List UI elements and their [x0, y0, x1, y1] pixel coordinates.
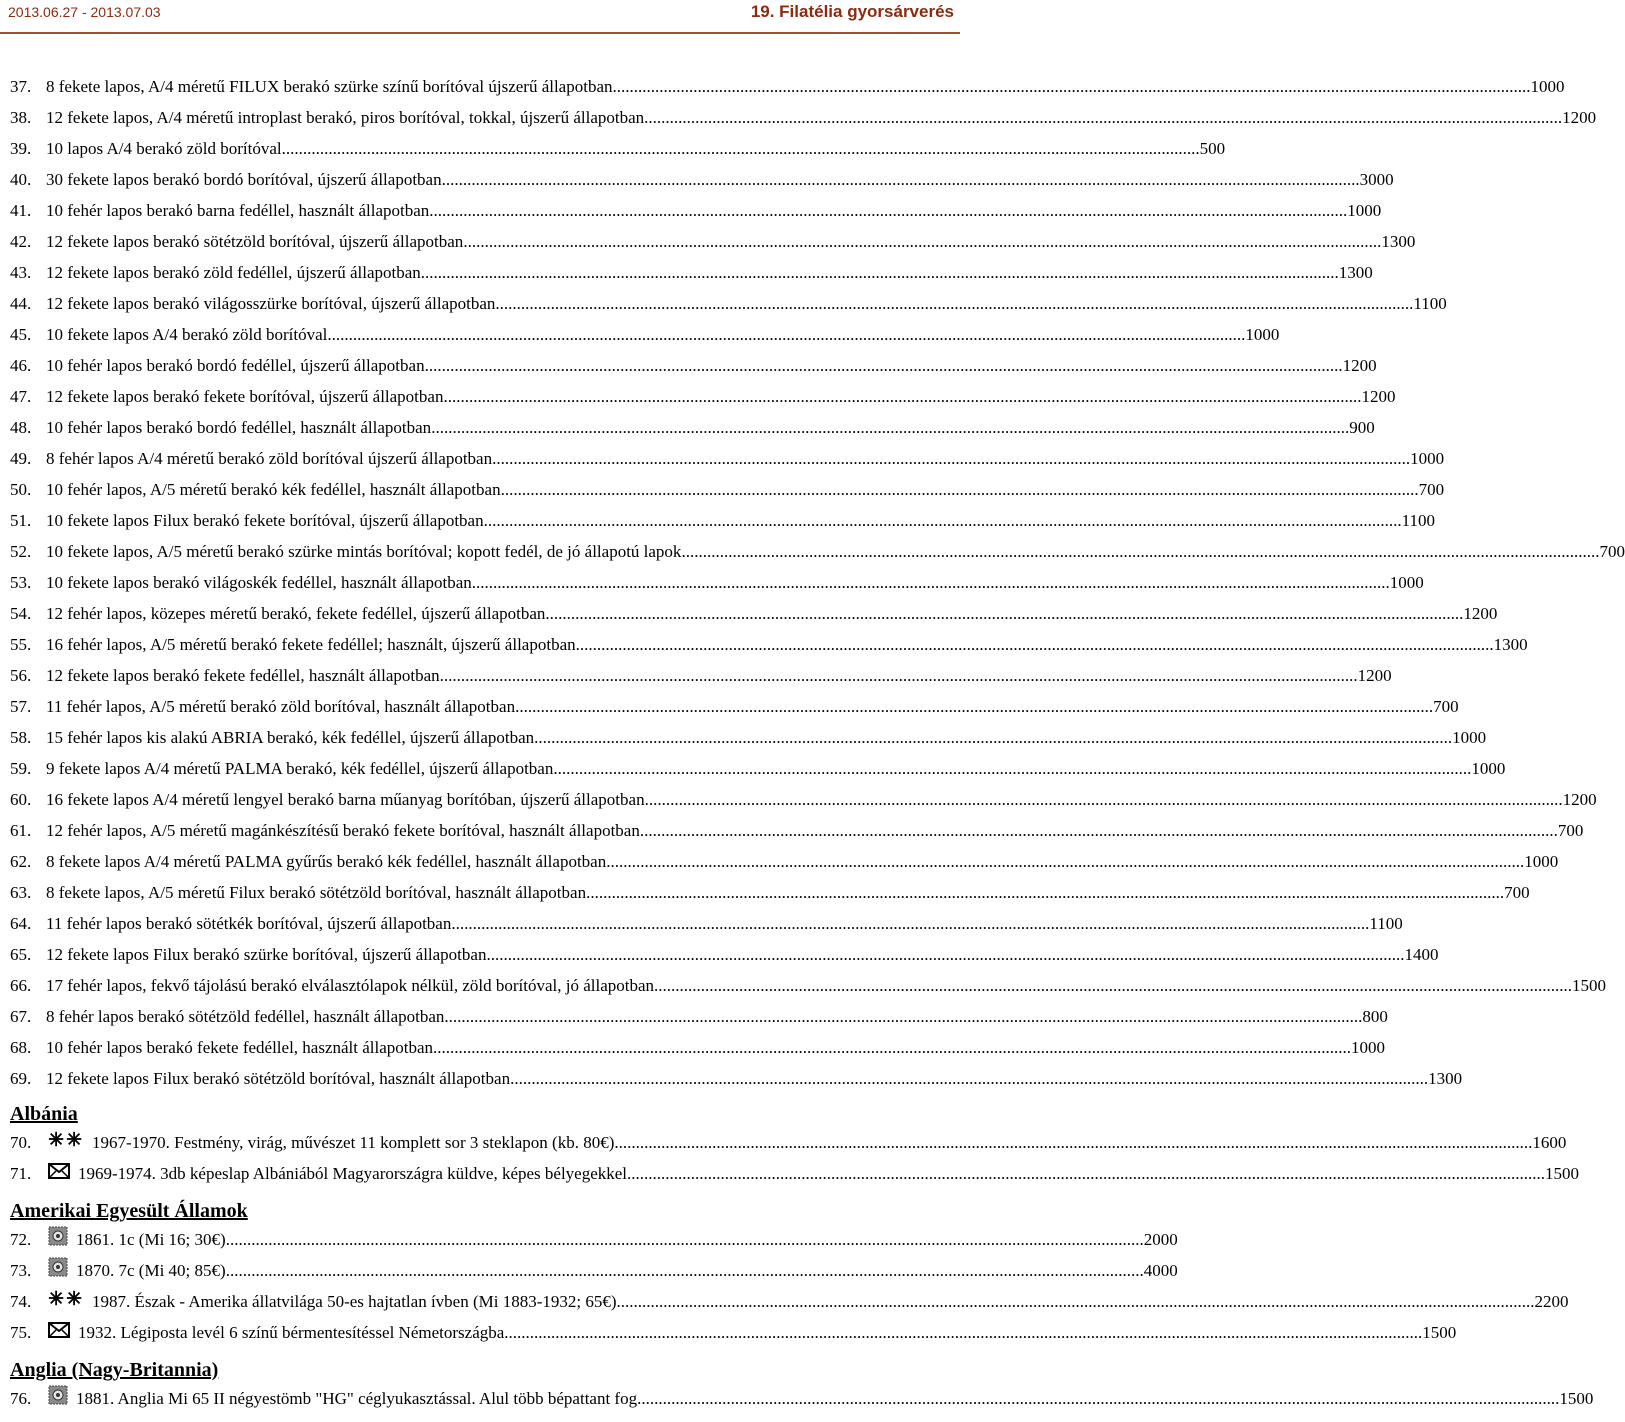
dot-leader	[463, 228, 1381, 256]
lot-number: 38.	[10, 108, 32, 127]
lot-line	[46, 910, 1403, 938]
lot-number: 43.	[10, 263, 32, 282]
lot-line	[46, 569, 1424, 597]
lot-number: 71.	[10, 1164, 32, 1183]
lot-line	[46, 228, 1416, 256]
lot-number: 42.	[10, 232, 32, 251]
lot-price: 1000	[1351, 1038, 1386, 1057]
lot-description: 12 fekete lapos berakó sötétzöld borítóval, újszerű állapotban	[46, 232, 464, 251]
lot-line	[46, 1003, 1388, 1031]
mint-stars-icon	[48, 1288, 84, 1306]
envelope-icon	[48, 1160, 70, 1178]
dot-leader	[327, 321, 1245, 349]
auction-dates: 2013.06.27 - 2013.07.03	[8, 4, 161, 20]
lot-description: 1932. Légiposta levél 6 színű bérmentesítéssel Németországba	[78, 1323, 505, 1342]
lot-price: 1000	[1410, 449, 1445, 468]
lot-description: 8 fehér lapos berakó sötétzöld fedéllel, használt állapotban	[46, 1007, 445, 1026]
lot-price: 1100	[1401, 511, 1435, 530]
lot-number: 46.	[10, 356, 32, 375]
lot-price: 1300	[1428, 1069, 1463, 1088]
lot-line	[46, 1257, 1178, 1285]
lot-line	[46, 786, 1597, 814]
lot-number: 76.	[10, 1389, 32, 1408]
lot-line	[46, 662, 1392, 690]
lot-number: 53.	[10, 573, 32, 592]
list-item	[10, 228, 1416, 256]
list-item	[10, 259, 1373, 287]
lot-number: 62.	[10, 852, 32, 871]
lot-description: 10 fehér lapos berakó barna fedéllel, használt állapotban	[46, 201, 430, 220]
lot-description: 16 fehér lapos, A/5 méretű berakó fekete fedéllel; használt, újszerű állapotban	[46, 635, 576, 654]
dot-leader	[576, 631, 1494, 659]
lot-price: 1000	[1389, 573, 1424, 592]
mint-stars-icon	[48, 1129, 84, 1147]
lot-price: 1300	[1493, 635, 1528, 654]
list-item	[10, 166, 1394, 194]
dot-leader	[606, 848, 1524, 876]
lot-description: 1861. 1c (Mi 16; 30€)	[76, 1230, 226, 1249]
lot-description: 1987. Észak - Amerika állatvilága 50-es hajtatlan ívben (Mi 1883-1932; 65€)	[92, 1292, 617, 1311]
lot-description: 12 fehér lapos, közepes méretű berakó, fekete fedéllel, újszerű állapotban	[46, 604, 546, 623]
list-item	[10, 910, 1403, 938]
lot-number: 39.	[10, 139, 32, 158]
list-item	[10, 755, 1506, 783]
dot-leader	[654, 972, 1572, 1000]
list-item	[10, 1003, 1388, 1031]
lot-line	[46, 290, 1447, 318]
list-item	[10, 1319, 1457, 1347]
lot-line	[46, 1385, 1594, 1413]
lot-price: 1300	[1381, 232, 1416, 251]
dot-leader	[429, 197, 1347, 225]
lot-line	[46, 352, 1377, 380]
lot-price: 700	[1599, 542, 1625, 561]
list-item	[10, 662, 1392, 690]
envelope-icon	[48, 1319, 70, 1337]
used-stamp-icon	[48, 1257, 68, 1275]
lot-description: 1969-1974. 3db képeslap Albániából Magyarországra küldve, képes bélyegekkel	[78, 1164, 628, 1183]
lot-line	[46, 1160, 1580, 1188]
lot-line	[46, 383, 1396, 411]
lot-description: 12 fehér lapos, A/5 méretű magánkészítésű berakó fekete borítóval, használt állapotban	[46, 821, 640, 840]
lot-line	[46, 941, 1439, 969]
lot-price: 1000	[1452, 728, 1487, 747]
list-item	[10, 1288, 1569, 1316]
lot-price: 4000	[1143, 1261, 1178, 1280]
lot-price: 1200	[1562, 790, 1597, 809]
lot-price: 1600	[1532, 1133, 1567, 1152]
lot-description: 10 fekete lapos berakó világoskék fedéllel, használt állapotban	[46, 573, 472, 592]
list-item	[10, 600, 1498, 628]
lot-price: 3000	[1359, 170, 1394, 189]
dot-leader	[495, 290, 1413, 318]
list-item	[10, 1034, 1386, 1062]
lot-price: 1200	[1357, 666, 1392, 685]
lot-description: 10 fekete lapos Filux berakó fekete borítóval, újszerű állapotban	[46, 511, 484, 530]
lot-line	[46, 104, 1597, 132]
list-item	[10, 1065, 1463, 1093]
list-item	[10, 848, 1559, 876]
list-item	[10, 1385, 1594, 1413]
lot-price: 1200	[1361, 387, 1396, 406]
dot-leader	[451, 910, 1369, 938]
lot-number: 61.	[10, 821, 32, 840]
list-item	[10, 476, 1445, 504]
lot-price: 2000	[1143, 1230, 1178, 1249]
lot-number: 40.	[10, 170, 32, 189]
list-item	[10, 786, 1597, 814]
lot-price: 1000	[1347, 201, 1382, 220]
dot-leader	[443, 383, 1361, 411]
lot-description: 10 lapos A/4 berakó zöld borítóval	[46, 139, 282, 158]
lot-number: 72.	[10, 1230, 32, 1249]
lot-number: 52.	[10, 542, 32, 561]
header-divider	[0, 32, 960, 34]
dot-leader	[226, 1257, 1144, 1285]
dot-leader	[640, 817, 1558, 845]
dot-leader	[681, 538, 1599, 566]
lot-number: 48.	[10, 418, 32, 437]
lot-line	[46, 600, 1498, 628]
dot-leader	[504, 1319, 1422, 1347]
lot-description: 10 fekete lapos A/4 berakó zöld borítóval	[46, 325, 328, 344]
lot-price: 1500	[1572, 976, 1607, 995]
list-item	[10, 879, 1530, 907]
section-heading: Albánia	[10, 1103, 78, 1125]
lot-price: 1300	[1338, 263, 1373, 282]
lot-price: 1000	[1524, 852, 1559, 871]
dot-leader	[586, 879, 1504, 907]
dot-leader	[425, 352, 1343, 380]
lot-number: 63.	[10, 883, 32, 902]
dot-leader	[613, 73, 1531, 101]
lot-description: 11 fehér lapos berakó sötétkék borítóval, újszerű állapotban	[46, 914, 452, 933]
dot-leader	[472, 569, 1390, 597]
list-item	[10, 817, 1584, 845]
lot-number: 70.	[10, 1133, 32, 1152]
list-item	[10, 414, 1375, 442]
lot-description: 10 fehér lapos berakó bordó fedéllel, újszerű állapotban	[46, 356, 425, 375]
lot-price: 500	[1199, 139, 1226, 158]
lot-line	[46, 166, 1394, 194]
list-item	[10, 631, 1528, 659]
dot-leader	[501, 476, 1419, 504]
lot-number: 60.	[10, 790, 32, 809]
dot-leader	[614, 1129, 1532, 1157]
dot-leader	[444, 1003, 1362, 1031]
list-item	[10, 941, 1439, 969]
lot-line	[46, 972, 1607, 1000]
lot-number: 64.	[10, 914, 32, 933]
lot-price: 700	[1433, 697, 1459, 716]
lot-number: 57.	[10, 697, 32, 716]
list-item	[10, 197, 1382, 225]
list-item	[10, 1257, 1178, 1285]
lot-number: 49.	[10, 449, 32, 468]
list-item	[10, 1129, 1567, 1157]
list-item	[10, 972, 1607, 1000]
lot-description: 15 fehér lapos kis alakú ABRIA berakó, kék fedéllel, újszerű állapotban	[46, 728, 535, 747]
lot-price: 1500	[1422, 1323, 1457, 1342]
dot-leader	[442, 166, 1360, 194]
list-item	[10, 135, 1226, 163]
lot-line	[46, 507, 1435, 535]
dot-leader	[553, 755, 1471, 783]
lot-description: 10 fehér lapos berakó fekete fedéllel, használt állapotban	[46, 1038, 434, 1057]
lot-price: 1100	[1369, 914, 1403, 933]
lot-number: 73.	[10, 1261, 32, 1280]
list-item	[10, 104, 1597, 132]
lot-description: 12 fekete lapos berakó zöld fedéllel, újszerű állapotban	[46, 263, 421, 282]
lot-description: 10 fehér lapos, A/5 méretű berakó kék fedéllel, használt állapotban	[46, 480, 501, 499]
lot-line	[46, 321, 1280, 349]
list-item	[10, 724, 1487, 752]
lot-line	[46, 817, 1584, 845]
lot-number: 58.	[10, 728, 32, 747]
list-item	[10, 507, 1435, 535]
lot-price: 1000	[1245, 325, 1280, 344]
dot-leader	[421, 259, 1339, 287]
lot-line	[46, 1065, 1463, 1093]
lot-line	[46, 724, 1487, 752]
lot-price: 1400	[1404, 945, 1439, 964]
lot-description: 12 fekete lapos, A/4 méretű introplast berakó, piros borítóval, tokkal, újszerű állapotban	[46, 108, 645, 127]
lot-number: 66.	[10, 976, 32, 995]
lot-description: 12 fekete lapos berakó világosszürke borítóval, újszerű állapotban	[46, 294, 496, 313]
lot-number: 41.	[10, 201, 32, 220]
lot-price: 1500	[1559, 1389, 1594, 1408]
lot-line	[46, 631, 1528, 659]
lot-price: 800	[1362, 1007, 1388, 1026]
lot-line	[46, 414, 1375, 442]
lot-description: 1881. Anglia Mi 65 II négyestömb "HG" céglyukasztással. Alul több bépattant fog.	[76, 1389, 642, 1408]
dot-leader	[484, 507, 1402, 535]
dot-leader	[433, 1034, 1351, 1062]
dot-leader	[645, 786, 1563, 814]
lot-description: 12 fekete lapos berakó fekete fedéllel, használt állapotban	[46, 666, 440, 685]
lot-description: 30 fekete lapos berakó bordó borítóval, újszerű állapotban	[46, 170, 442, 189]
lot-line	[46, 1319, 1457, 1347]
dot-leader	[510, 1065, 1428, 1093]
lot-price: 900	[1349, 418, 1375, 437]
list-item	[10, 352, 1377, 380]
dot-leader	[486, 941, 1404, 969]
dot-leader	[641, 1385, 1559, 1413]
lot-line	[46, 1129, 1567, 1157]
lot-number: 55.	[10, 635, 32, 654]
lot-description: 10 fehér lapos berakó bordó fedéllel, használt állapotban	[46, 418, 432, 437]
lot-line	[46, 1288, 1569, 1316]
lot-price: 1200	[1562, 108, 1597, 127]
lot-line	[46, 848, 1559, 876]
list-item	[10, 290, 1447, 318]
lot-description: 11 fehér lapos, A/5 méretű berakó zöld borítóval, használt állapotban	[46, 697, 516, 716]
lot-number: 44.	[10, 294, 32, 313]
dot-leader	[617, 1288, 1535, 1316]
lot-price: 2200	[1534, 1292, 1569, 1311]
list-item	[10, 445, 1445, 473]
list-item	[10, 693, 1459, 721]
lot-price: 1200	[1463, 604, 1498, 623]
lot-description: 17 fehér lapos, fekvő tájolású berakó elválasztólapok nélkül, zöld borítóval, jó állapotban	[46, 976, 655, 995]
lot-line	[46, 879, 1530, 907]
lot-number: 51.	[10, 511, 32, 530]
auction-title: 19. Filatélia gyorsárverés	[750, 2, 954, 21]
page-header	[0, 0, 960, 34]
list-item	[10, 569, 1424, 597]
lot-price: 700	[1504, 883, 1530, 902]
lot-number: 54.	[10, 604, 32, 623]
lot-line	[46, 259, 1373, 287]
lot-number: 50.	[10, 480, 32, 499]
dot-leader	[440, 662, 1358, 690]
lot-description: 8 fehér lapos A/4 méretű berakó zöld borítóval újszerű állapotban	[46, 449, 493, 468]
lot-line	[46, 538, 1625, 566]
lot-number: 68.	[10, 1038, 32, 1057]
list-item	[10, 538, 1625, 566]
lot-price: 1000	[1471, 759, 1506, 778]
lot-line	[46, 1226, 1178, 1254]
lot-number: 67.	[10, 1007, 32, 1026]
lot-description: 8 fekete lapos, A/5 méretű Filux berakó sötétzöld borítóval, használt állapotban	[46, 883, 587, 902]
dot-leader	[492, 445, 1410, 473]
lot-number: 75.	[10, 1323, 32, 1342]
lot-price: 700	[1418, 480, 1445, 499]
dot-leader	[226, 1226, 1144, 1254]
dot-leader	[627, 1160, 1545, 1188]
lot-line	[46, 73, 1565, 101]
dot-leader	[545, 600, 1463, 628]
lot-number: 37.	[10, 77, 32, 96]
dot-leader	[431, 414, 1349, 442]
lot-number: 65.	[10, 945, 32, 964]
lot-price: 1200	[1342, 356, 1377, 375]
lot-number: 45.	[10, 325, 32, 344]
dot-leader	[534, 724, 1452, 752]
list-item	[10, 321, 1280, 349]
dot-leader	[282, 135, 1200, 163]
lot-description: 12 fekete lapos berakó fekete borítóval, újszerű állapotban	[46, 387, 444, 406]
lot-number: 56.	[10, 666, 32, 685]
dot-leader	[644, 104, 1562, 132]
list-item	[10, 1160, 1580, 1188]
lot-line	[46, 135, 1226, 163]
lot-price: 1100	[1413, 294, 1447, 313]
lot-line	[46, 1034, 1386, 1062]
list-item	[10, 73, 1565, 101]
lot-price: 1000	[1530, 77, 1565, 96]
list-item	[10, 1226, 1178, 1254]
list-item	[10, 383, 1396, 411]
lot-description: 9 fekete lapos A/4 méretű PALMA berakó, kék fedéllel, újszerű állapotban	[46, 759, 554, 778]
lot-description: 1967-1970. Festmény, virág, művészet 11 komplett sor 3 steklapon (kb. 80€)	[92, 1133, 615, 1152]
lot-description: 16 fekete lapos A/4 méretű lengyel berakó barna műanyag borítóban, újszerű állapotban	[46, 790, 645, 809]
lot-line	[46, 693, 1459, 721]
section-heading: Anglia (Nagy-Britannia)	[10, 1359, 219, 1381]
used-stamp-icon	[48, 1385, 68, 1403]
lot-price: 700	[1557, 821, 1584, 840]
lot-line	[46, 476, 1445, 504]
lot-number: 47.	[10, 387, 32, 406]
lot-description: 8 fekete lapos A/4 méretű PALMA gyűrűs berakó kék fedéllel, használt állapotban	[46, 852, 607, 871]
lot-description: 1870. 7c (Mi 40; 85€)	[76, 1261, 226, 1280]
lot-description: 8 fekete lapos, A/4 méretű FILUX berakó szürke színű borítóval újszerű állapotban	[46, 77, 613, 96]
dot-leader	[515, 693, 1433, 721]
lot-line	[46, 197, 1382, 225]
lot-description: 12 fekete lapos Filux berakó sötétzöld borítóval, használt állapotban	[46, 1069, 511, 1088]
used-stamp-icon	[48, 1226, 68, 1244]
lot-number: 59.	[10, 759, 32, 778]
lot-line	[46, 445, 1445, 473]
lot-number: 69.	[10, 1069, 32, 1088]
lot-description: 10 fekete lapos, A/5 méretű berakó szürke mintás borítóval; kopott fedél, de jó állapotú lapok	[46, 542, 682, 561]
section-heading: Amerikai Egyesült Államok	[10, 1200, 248, 1222]
lot-price: 1500	[1545, 1164, 1580, 1183]
lot-line	[46, 755, 1506, 783]
lot-description: 12 fekete lapos Filux berakó szürke borítóval, újszerű állapotban	[46, 945, 487, 964]
lot-number: 74.	[10, 1292, 32, 1311]
